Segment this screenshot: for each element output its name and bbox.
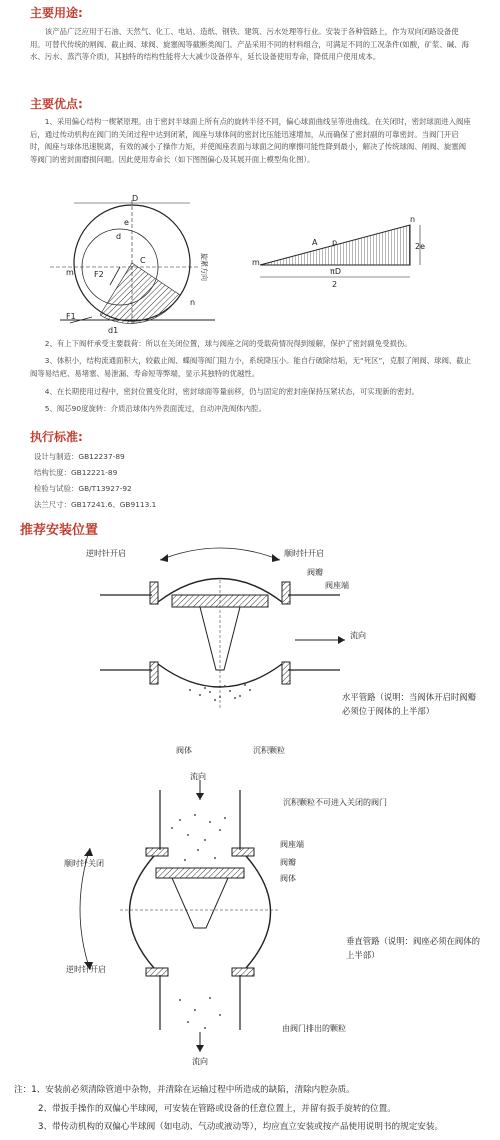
label-m: m	[66, 268, 74, 277]
dev-label-piD: πD	[330, 267, 341, 276]
label-n: n	[190, 298, 196, 307]
label-F2: F2	[94, 270, 104, 279]
install-title: 推荐安装位置	[20, 523, 99, 538]
standard-test: 检验与试验：GB/T13927-92	[34, 484, 132, 493]
label-C: C	[140, 256, 146, 265]
standards-title: 执行标准:	[30, 430, 83, 444]
label-flow-top: 流向	[190, 772, 206, 781]
label-ccw-open-v: 逆时针开启	[66, 965, 106, 974]
note-1: 注：1、安装前必须清除管道中杂物，并清除在运输过程中所造成的缺陷，清除内腔杂质。	[14, 1085, 355, 1095]
advantage-2: 2、有上下阀杆承受主要载荷：所以在关闭位置，球与阀座之间的受载荷情况得到缓解，保护了密封副免受损伤。	[44, 339, 412, 348]
label-cw-close: 顺时针关闭	[64, 859, 104, 868]
eccentric-ball-diagram	[40, 195, 230, 335]
usage-text: 该产品广泛应用于石油、天然气、化工、电站、造纸、钢铁、建筑、污水处理等行业。安装于各种管路上，作为双向闭路设备使用。可替代传统的闸阀、截止阀、球阀、旋塞阀等截断类阀门。产品采用不同的材料组合，可满足不同的工况条件(如酸，矿浆、碱、海水、污水、蒸汽等介质)，其独特的结构性能将大大减少设备停车，延长设备使用寿命，降低用户使用成本。	[30, 27, 469, 62]
advantage-5: 5、阀芯90度旋转：介质沿球体内外表面流过，自动冲洗阀体内腔。	[44, 404, 266, 413]
label-discharged: 由阀门排出的颗粒	[282, 1024, 346, 1033]
caption-horizontal: 水平管路（说明：当阀体开启时阀瓣必须位于阀体的上半部）	[342, 692, 476, 716]
label-D: D	[132, 195, 139, 203]
label-v-body: 阀体	[280, 874, 296, 883]
dev-label-n: n	[410, 215, 416, 224]
dev-label-A: A	[312, 238, 318, 247]
usage-title: 主要用途:	[30, 6, 83, 20]
label-flow-bottom: 流向	[192, 1057, 208, 1066]
dev-label-m: m	[252, 258, 260, 267]
label-seat-end: 阀座端	[325, 581, 349, 590]
dev-label-2: 2	[332, 280, 338, 289]
standard-length: 结构长度：GB12221-89	[34, 468, 118, 477]
advantage-1: 1、采用偏心结构一楔紧原理。由于密封半球面上所有点的旋转半径不同，偏心球面曲线呈等进曲线。在关闭时，密封球面进入阀座后，通过传动机构在阀门的关闭过程中达到闭紧，阀座与球体间的密封比压能迅速增加，从而确保了密封副的可靠密封。当阀门开启时，阀座与球体迅速脱离，有效的减小了操作力矩，并使阀座表面与球面之间的摩擦可能性降到最小，解决了传统球阀、闸阀、旋塞阀等阀门的密封面磨损问题。因此使用寿命长（如下图图偏心及其展开面上模型角化图）。	[30, 117, 471, 164]
label-body: 阀体	[176, 746, 192, 755]
note-3: 3、带传动机构的双偏心半球阀（如电动、气动或液动等），均应直立安装或按产品使用说明书的规定安装。	[38, 1122, 444, 1132]
label-particles-note: 沉积颗粒不可进入关闭的阀门	[283, 798, 387, 807]
label-d1: d1	[108, 326, 119, 335]
label-e: e	[124, 218, 129, 227]
label-v-disc: 阀瓣	[280, 858, 296, 867]
label-ccw-open: 逆时针开启	[86, 549, 126, 558]
label-flow: 流向	[350, 631, 366, 640]
caption-vertical: 垂直管路（说明：阀座必须在阀体的上半部）	[346, 936, 480, 960]
label-v-seat-end: 阀座端	[280, 840, 304, 849]
advantage-4: 4、在长期使用过程中，密封位置变化时，密封球面等量前移，仍与固定的密封座保持压紧状态，可实现新的密封。	[44, 387, 420, 396]
vertical-pipe-diagram	[60, 760, 320, 1060]
developed-surface-diagram	[250, 215, 430, 295]
label-disc: 阀瓣	[307, 568, 323, 577]
standard-flange: 法兰尺寸：GB17241.6、GB9113.1	[34, 500, 157, 509]
note-2: 2、带扳手操作的双偏心半球阀，可安装在管路或设备的任意位置上，并留有扳手旋转的位置。	[38, 1104, 396, 1114]
label-direction: 旋紧方向	[200, 253, 208, 281]
advantages-title: 主要优点:	[30, 97, 83, 111]
dev-label-2e: 2e	[415, 242, 426, 251]
label-sediment: 沉积颗粒	[253, 746, 285, 755]
dev-label-p: p	[332, 238, 338, 247]
label-F1: F1	[66, 312, 76, 321]
label-d: d	[116, 232, 122, 241]
standard-design: 设计与制造：GB12237-89	[34, 452, 125, 461]
label-cw-open: 顺时针开启	[284, 549, 324, 558]
advantage-3: 3、体积小，结构流通面积大，较截止阀、蝶阀等阀门阻力小，系统降压小。能自行破除结垢，无“死区”，克服了闸阀、球阀、截止阀等易结疤、易堵塞、易泄漏、寿命短等弊端，显示其独特的优越性。	[30, 356, 472, 378]
